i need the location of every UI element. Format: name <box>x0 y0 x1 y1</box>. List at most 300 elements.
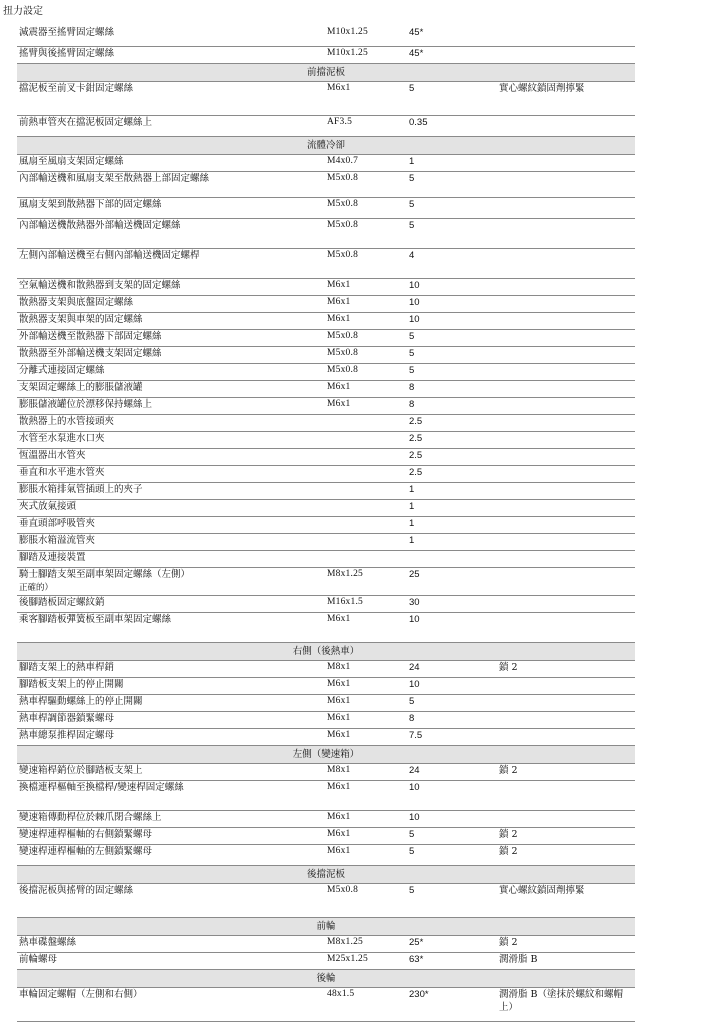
table-row <box>17 82 635 116</box>
thread-size-text: M6x1 <box>327 730 351 740</box>
fastener-name-text: 內部輸送機散熱器外部輸送機固定螺絲 <box>19 220 181 231</box>
thread-size-text: AF3.5 <box>327 117 353 127</box>
torque-value-text: 8 <box>409 713 415 724</box>
thread-size-cell <box>325 219 407 249</box>
section-title: 前擋泥板 <box>17 64 635 82</box>
table-row <box>17 249 635 279</box>
thread-size-text: M5x0.8 <box>327 173 359 183</box>
thread-size-cell <box>325 596 407 613</box>
note-cell <box>497 695 635 712</box>
fastener-name-cell <box>17 47 325 64</box>
note-cell <box>497 116 635 137</box>
fastener-name-text: 後擋泥板與搖臂的固定螺絲 <box>19 885 134 896</box>
fastener-name-text: 減震器至搖臂固定螺絲 <box>19 27 115 38</box>
fastener-name-text: 前輪螺母 <box>19 954 58 965</box>
torque-value-cell <box>407 398 497 415</box>
fastener-name-text: 腳踏支架上的熱車桿銷 <box>19 662 115 673</box>
torque-value-text: 10 <box>409 782 420 793</box>
table-row <box>17 449 635 466</box>
note-text: 鎖 2 <box>499 765 518 776</box>
torque-value-text: 10 <box>409 812 420 823</box>
note-cell <box>497 551 635 568</box>
fastener-name-text: 風扇支架到散熱器下部的固定螺絲 <box>19 199 162 210</box>
torque-value-cell <box>407 155 497 172</box>
fastener-name-cell <box>17 936 325 953</box>
torque-value-cell <box>407 712 497 729</box>
thread-size-cell <box>325 534 407 551</box>
note-cell <box>497 845 635 866</box>
thread-size-text: M5x0.8 <box>327 348 359 358</box>
fastener-name-cell <box>17 534 325 551</box>
note-text: 潤滑脂 B（塗抹於螺紋和螺帽上） <box>499 989 624 1013</box>
thread-size-text: M25x1.25 <box>327 954 368 964</box>
thread-size-cell <box>325 466 407 483</box>
page-title: 扭力設定 <box>3 6 43 17</box>
fastener-name-text: 變速箱傳動桿位於棘爪閉合螺絲上 <box>19 812 162 823</box>
torque-value-cell <box>407 198 497 219</box>
torque-value-cell <box>407 613 497 643</box>
torque-value-cell <box>407 26 497 47</box>
torque-value-cell <box>407 47 497 64</box>
table-row <box>17 296 635 313</box>
thread-size-text: M6x1 <box>327 280 351 290</box>
table-row <box>17 483 635 500</box>
fastener-name-cell <box>17 613 325 643</box>
thread-size-cell <box>325 781 407 811</box>
note-cell <box>497 678 635 695</box>
thread-size-text: M6x1 <box>327 297 351 307</box>
fastener-name-cell <box>17 781 325 811</box>
thread-size-cell <box>325 198 407 219</box>
note-text: 實心螺紋鎖固劑擰緊 <box>499 83 585 94</box>
thread-size-cell <box>325 364 407 381</box>
torque-value-cell <box>407 845 497 866</box>
thread-size-text: M10x1.25 <box>327 48 368 58</box>
fastener-name-text: 騎士腳踏支架至副車架固定螺絲（左側） <box>19 569 191 580</box>
table-row <box>17 953 635 970</box>
table-row <box>17 500 635 517</box>
table-row <box>17 364 635 381</box>
fastener-name-cell <box>17 330 325 347</box>
fastener-name-cell <box>17 551 325 568</box>
table-row <box>17 534 635 551</box>
thread-size-cell <box>325 712 407 729</box>
torque-value-cell <box>407 678 497 695</box>
table-row <box>17 551 635 568</box>
fastener-name-cell <box>17 155 325 172</box>
fastener-name-cell <box>17 26 325 47</box>
torque-value-text: 63* <box>409 954 424 965</box>
thread-size-cell <box>325 381 407 398</box>
torque-value-text: 5 <box>409 173 415 184</box>
torque-value-cell <box>407 172 497 198</box>
torque-value-text: 24 <box>409 662 420 673</box>
note-cell <box>497 811 635 828</box>
torque-value-cell <box>407 551 497 568</box>
fastener-name-text: 膨脹儲液罐位於漂移保持螺絲上 <box>19 399 153 410</box>
torque-value-cell <box>407 347 497 364</box>
torque-value-text: 8 <box>409 399 415 410</box>
fastener-name-cell <box>17 695 325 712</box>
fastener-name-cell <box>17 517 325 534</box>
torque-value-cell <box>407 781 497 811</box>
note-cell <box>497 219 635 249</box>
fastener-name-cell <box>17 296 325 313</box>
thread-size-cell <box>325 695 407 712</box>
torque-value-text: 5 <box>409 829 415 840</box>
torque-value-text: 5 <box>409 696 415 707</box>
torque-value-cell <box>407 432 497 449</box>
table-row <box>17 568 635 596</box>
note-cell <box>497 449 635 466</box>
fastener-name-text: 變速箱桿銷位於腳踏板支架上 <box>19 765 143 776</box>
thread-size-text: M6x1 <box>327 314 351 324</box>
thread-size-text: 48x1.5 <box>327 989 355 999</box>
torque-value-text: 0.35 <box>409 117 428 128</box>
torque-value-text: 45* <box>409 48 424 59</box>
torque-value-text: 1 <box>409 518 415 529</box>
torque-value-cell <box>407 828 497 845</box>
note-cell <box>497 198 635 219</box>
section-title: 流體冷卻 <box>17 137 635 155</box>
table-row <box>17 517 635 534</box>
note-cell <box>497 936 635 953</box>
thread-size-text: M10x1.25 <box>327 27 368 37</box>
fastener-name-text: 散熱器支架與車架的固定螺絲 <box>19 314 143 325</box>
fastener-name-cell <box>17 313 325 330</box>
thread-size-cell <box>325 678 407 695</box>
torque-value-text: 1 <box>409 535 415 546</box>
note-cell <box>497 279 635 296</box>
torque-value-cell <box>407 988 497 1022</box>
thread-size-cell <box>325 764 407 781</box>
thread-size-text: M4x0.7 <box>327 156 359 166</box>
note-cell <box>497 364 635 381</box>
fastener-name-text: 恆溫器出水管夾 <box>19 450 86 461</box>
thread-size-text: M5x0.8 <box>327 365 359 375</box>
fastener-name-continuation: 正確的） <box>19 583 54 593</box>
torque-value-text: 10 <box>409 614 420 625</box>
table-row <box>17 845 635 866</box>
thread-size-text: M6x1 <box>327 83 351 93</box>
note-cell <box>497 432 635 449</box>
fastener-name-text: 搖臂與後搖臂固定螺絲 <box>19 48 115 59</box>
table-row <box>17 279 635 296</box>
table-row <box>17 398 635 415</box>
thread-size-cell <box>325 613 407 643</box>
fastener-name-text: 分離式連接固定螺絲 <box>19 365 105 376</box>
note-cell <box>497 483 635 500</box>
fastener-name-cell <box>17 729 325 746</box>
section-title: 後輪 <box>17 970 635 988</box>
torque-value-cell <box>407 517 497 534</box>
fastener-name-text: 車輪固定螺帽（左側和右側） <box>19 989 143 1000</box>
fastener-name-cell <box>17 466 325 483</box>
note-cell <box>497 884 635 918</box>
fastener-name-cell <box>17 884 325 918</box>
section-header-row <box>17 64 635 82</box>
torque-value-cell <box>407 483 497 500</box>
section-title: 前輪 <box>17 918 635 936</box>
thread-size-cell <box>325 988 407 1022</box>
table-row <box>17 729 635 746</box>
fastener-name-cell <box>17 172 325 198</box>
note-text: 鎖 2 <box>499 846 518 857</box>
fastener-name-text: 散熱器上的水管接頭夾 <box>19 416 115 427</box>
section-header-row <box>17 970 635 988</box>
table-row <box>17 313 635 330</box>
fastener-name-text: 散熱器支架與底盤固定螺絲 <box>19 297 134 308</box>
table-row <box>17 613 635 643</box>
table-row <box>17 936 635 953</box>
torque-value-text: 1 <box>409 501 415 512</box>
thread-size-cell <box>325 347 407 364</box>
torque-value-text: 10 <box>409 314 420 325</box>
note-cell <box>497 988 635 1022</box>
table-row <box>17 596 635 613</box>
section-title: 左側（變速箱） <box>17 746 635 764</box>
torque-value-text: 8 <box>409 382 415 393</box>
thread-size-cell <box>325 330 407 347</box>
thread-size-cell <box>325 26 407 47</box>
table-row <box>17 381 635 398</box>
thread-size-text: M8x1 <box>327 662 351 672</box>
thread-size-cell <box>325 936 407 953</box>
note-cell <box>497 764 635 781</box>
fastener-name-cell <box>17 415 325 432</box>
fastener-name-cell <box>17 249 325 279</box>
fastener-name-text: 垂直和水平進水管夾 <box>19 467 105 478</box>
torque-value-cell <box>407 82 497 116</box>
thread-size-text: M6x1 <box>327 696 351 706</box>
thread-size-cell <box>325 953 407 970</box>
torque-value-cell <box>407 764 497 781</box>
torque-value-cell <box>407 568 497 596</box>
fastener-name-cell <box>17 364 325 381</box>
note-cell <box>497 828 635 845</box>
thread-size-text: M5x0.8 <box>327 885 359 895</box>
fastener-name-cell <box>17 116 325 137</box>
note-cell <box>497 415 635 432</box>
thread-size-text: M6x1 <box>327 812 351 822</box>
thread-size-text: M6x1 <box>327 846 351 856</box>
fastener-name-cell <box>17 381 325 398</box>
torque-value-cell <box>407 811 497 828</box>
fastener-name-cell <box>17 449 325 466</box>
table-row <box>17 432 635 449</box>
table-row <box>17 155 635 172</box>
fastener-name-text: 變速桿連桿樞軸的右側鎖緊螺母 <box>19 829 153 840</box>
fastener-name-text: 乘客腳踏板彈簧板至副車架固定螺絲 <box>19 614 172 625</box>
fastener-name-cell <box>17 198 325 219</box>
note-cell <box>497 398 635 415</box>
table-row <box>17 415 635 432</box>
note-cell <box>497 661 635 678</box>
fastener-name-text: 風扇至風扇支架固定螺絲 <box>19 156 124 167</box>
torque-value-cell <box>407 953 497 970</box>
fastener-name-text: 內部輸送機和風扇支架至散熱器上部固定螺絲 <box>19 173 210 184</box>
note-cell <box>497 296 635 313</box>
thread-size-cell <box>325 517 407 534</box>
note-cell <box>497 500 635 517</box>
table-row <box>17 172 635 198</box>
fastener-name-cell <box>17 568 325 596</box>
thread-size-cell <box>325 828 407 845</box>
note-text: 鎖 2 <box>499 829 518 840</box>
table-row <box>17 330 635 347</box>
table-row <box>17 988 635 1022</box>
thread-size-cell <box>325 449 407 466</box>
note-text: 鎖 2 <box>499 662 518 673</box>
fastener-name-text: 換檔連桿樞軸至換檔桿/變速桿固定螺絲 <box>19 782 184 793</box>
note-cell <box>497 568 635 596</box>
torque-value-text: 5 <box>409 885 415 896</box>
torque-value-text: 2.5 <box>409 467 423 478</box>
torque-value-cell <box>407 296 497 313</box>
torque-value-text: 1 <box>409 156 415 167</box>
thread-size-text: M5x0.8 <box>327 331 359 341</box>
fastener-name-text: 水管至水泵進水口夾 <box>19 433 105 444</box>
fastener-name-cell <box>17 988 325 1022</box>
thread-size-cell <box>325 279 407 296</box>
fastener-name-text: 夾式放氣接頭 <box>19 501 77 512</box>
note-cell <box>497 953 635 970</box>
note-text: 潤滑脂 B <box>499 954 538 965</box>
table-row <box>17 26 635 47</box>
torque-value-text: 230* <box>409 989 429 1000</box>
note-cell <box>497 596 635 613</box>
thread-size-cell <box>325 47 407 64</box>
torque-value-text: 10 <box>409 280 420 291</box>
torque-value-text: 5 <box>409 220 415 231</box>
thread-size-cell <box>325 729 407 746</box>
fastener-name-cell <box>17 845 325 866</box>
table-row <box>17 47 635 64</box>
torque-value-text: 2.5 <box>409 416 423 427</box>
torque-value-cell <box>407 313 497 330</box>
fastener-name-cell <box>17 661 325 678</box>
note-text: 鎖 2 <box>499 937 518 948</box>
torque-value-cell <box>407 219 497 249</box>
torque-value-cell <box>407 249 497 279</box>
torque-value-cell <box>407 330 497 347</box>
torque-value-cell <box>407 381 497 398</box>
note-text: 實心螺紋鎖固劑擰緊 <box>499 885 585 896</box>
note-cell <box>497 729 635 746</box>
thread-size-text: M6x1 <box>327 382 351 392</box>
section-header-row <box>17 866 635 884</box>
torque-value-cell <box>407 695 497 712</box>
note-cell <box>497 781 635 811</box>
thread-size-text: M5x0.8 <box>327 199 359 209</box>
fastener-name-cell <box>17 82 325 116</box>
torque-table-body <box>17 26 635 1022</box>
fastener-name-cell <box>17 596 325 613</box>
thread-size-cell <box>325 313 407 330</box>
fastener-name-text: 腳踏板支架上的停止開關 <box>19 679 124 690</box>
table-row <box>17 347 635 364</box>
torque-value-text: 10 <box>409 297 420 308</box>
torque-value-text: 5 <box>409 331 415 342</box>
thread-size-cell <box>325 568 407 596</box>
thread-size-text: M16x1.5 <box>327 597 363 607</box>
thread-size-cell <box>325 432 407 449</box>
torque-value-cell <box>407 364 497 381</box>
note-cell <box>497 330 635 347</box>
note-cell <box>497 313 635 330</box>
fastener-name-cell <box>17 279 325 296</box>
table-row <box>17 712 635 729</box>
torque-value-text: 2.5 <box>409 450 423 461</box>
torque-value-text: 30 <box>409 597 420 608</box>
section-title: 後擋泥板 <box>17 866 635 884</box>
fastener-name-cell <box>17 712 325 729</box>
thread-size-text: M8x1.25 <box>327 569 363 579</box>
fastener-name-text: 熱車總泵推桿固定螺母 <box>19 730 115 741</box>
thread-size-text: M6x1 <box>327 679 351 689</box>
fastener-name-text: 支架固定螺絲上的膨脹儲液罐 <box>19 382 143 393</box>
torque-value-text: 24 <box>409 765 420 776</box>
table-row <box>17 661 635 678</box>
torque-value-cell <box>407 534 497 551</box>
table-row <box>17 884 635 918</box>
note-cell <box>497 712 635 729</box>
fastener-name-text: 散熱器至外部輸送機支架固定螺絲 <box>19 348 162 359</box>
thread-size-cell <box>325 661 407 678</box>
table-row <box>17 198 635 219</box>
fastener-name-cell <box>17 483 325 500</box>
fastener-name-cell <box>17 219 325 249</box>
fastener-name-text: 外部輸送機至散熱器下部固定螺絲 <box>19 331 162 342</box>
thread-size-cell <box>325 845 407 866</box>
note-cell <box>497 249 635 279</box>
torque-value-cell <box>407 116 497 137</box>
fastener-name-cell <box>17 347 325 364</box>
fastener-name-text: 熱車桿驅動螺絲上的停止開關 <box>19 696 143 707</box>
thread-size-cell <box>325 551 407 568</box>
torque-value-cell <box>407 661 497 678</box>
torque-value-text: 4 <box>409 250 415 261</box>
fastener-name-cell <box>17 398 325 415</box>
note-cell <box>497 613 635 643</box>
fastener-name-cell <box>17 500 325 517</box>
note-cell <box>497 347 635 364</box>
torque-value-text: 5 <box>409 199 415 210</box>
fastener-name-text: 變速桿連桿樞軸的左側鎖緊螺母 <box>19 846 153 857</box>
table-row <box>17 764 635 781</box>
torque-value-text: 25 <box>409 569 420 580</box>
fastener-name-text: 後腳踏板固定螺紋銷 <box>19 597 105 608</box>
fastener-name-cell <box>17 764 325 781</box>
note-cell <box>497 82 635 116</box>
torque-value-cell <box>407 279 497 296</box>
thread-size-cell <box>325 398 407 415</box>
thread-size-cell <box>325 249 407 279</box>
table-row <box>17 466 635 483</box>
torque-value-cell <box>407 936 497 953</box>
thread-size-text: M5x0.8 <box>327 220 359 230</box>
torque-value-cell <box>407 596 497 613</box>
fastener-name-text: 膨脹水箱排氣管插頭上的夾子 <box>19 484 143 495</box>
torque-value-text: 5 <box>409 83 415 94</box>
fastener-name-cell <box>17 811 325 828</box>
section-title: 右側（後熱車） <box>17 643 635 661</box>
thread-size-text: M5x0.8 <box>327 250 359 260</box>
table-row <box>17 781 635 811</box>
thread-size-cell <box>325 884 407 918</box>
section-header-row <box>17 137 635 155</box>
section-header-row <box>17 643 635 661</box>
